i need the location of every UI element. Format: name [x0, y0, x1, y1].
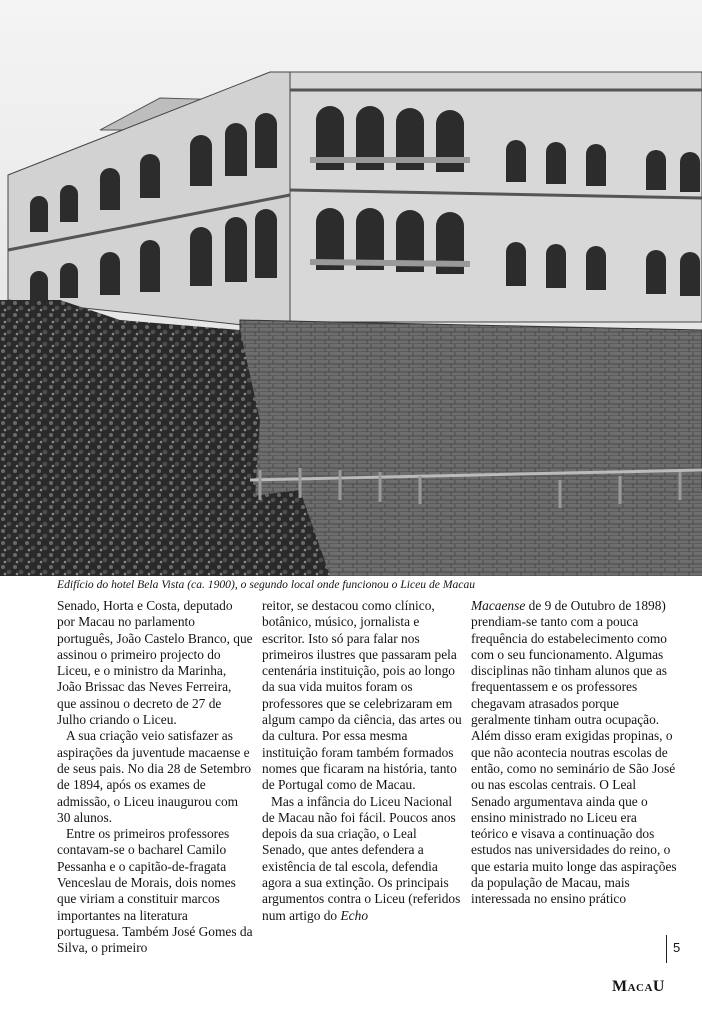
echo-title: Echo [340, 907, 369, 923]
paragraph: Entre os primeiros professores contavam-se o bacharel Camilo Pessanha e o capitão-de-fragata Venceslau de Morais, dois nomes que viriam a constituir marcos importantes na literatura portuguesa. Também José Gomes da Silva, o primeiro [57, 826, 253, 956]
photo-caption: Edifício do hotel Bela Vista (ca. 1900), o segundo local onde funcionou o Liceu de Macau [57, 578, 476, 591]
echo-title-cont: Macaense [471, 598, 526, 613]
paragraph: reitor, se destacou como clínico, botânico, músico, jornalista e escritor. Isto só para falar nos primeiros ilustres que passaram pela centenária instituição, pois ao longo da sua vida muitos foram os professores que se celebrizaram em algum campo da ciência, das artes ou da cultura. Por essa mesma instituição foram também formados nomes que ficaram na história, tanto de Portugal como de Macau. [262, 598, 462, 793]
text-column-1 [57, 598, 253, 957]
paragraph [262, 794, 462, 924]
paragraph: A sua criação veio satisfazer as aspirações da juventude macaense e de seus pais. No dia 28 de Setembro de 1894, após os exames de admissão, o Liceu inaugurou com 30 alunos. [57, 728, 252, 825]
paragraph [471, 598, 677, 908]
paragraph: Senado, Horta e Costa, deputado por Macau no parlamento português, João Castelo Branco, que assinou o primeiro projecto do Liceu, e o ministro da Marinha, João Brissac das Neves Ferreira, que assinou o decreto de 27 de Julho criando o Liceu. [57, 598, 253, 728]
paragraph-text: Mas a infância do Liceu Nacional de Macau não foi fácil. Poucos anos depois da sua criação, o Leal Senado, que antes defendera a existência de tal escola, defendia agora a sua extinção. Os principais argumentos contra o Liceu (referidos num artigo do [262, 793, 461, 923]
text-column-2 [262, 598, 462, 924]
page-number-marker [666, 935, 697, 963]
paragraph-text: de 9 de Outubro de 1898) prendiam-se tanto com a pouca frequência do estabelecimento como com o seu funcionamento. Algumas disciplinas não tinham alunos que as frequentassem e os professores chegavam atrasados porque geralmente tinham outra ocupação. Além disso eram exigidas propinas, o que não acontecia noutras escolas de então, como no seminário de São José ou nas escolas centrais. O Leal Senado argumentava ainda que o ensino ministrado no Liceu era teórico e visava a continuação dos estudos nas universidades do reino, o que estaria muito longe das aspirações da população de Macau, mais interessada no ensino prático [471, 598, 677, 907]
text-column-3 [471, 598, 677, 908]
magazine-name: MacaU [612, 978, 665, 995]
page-number: 5 [673, 940, 681, 955]
